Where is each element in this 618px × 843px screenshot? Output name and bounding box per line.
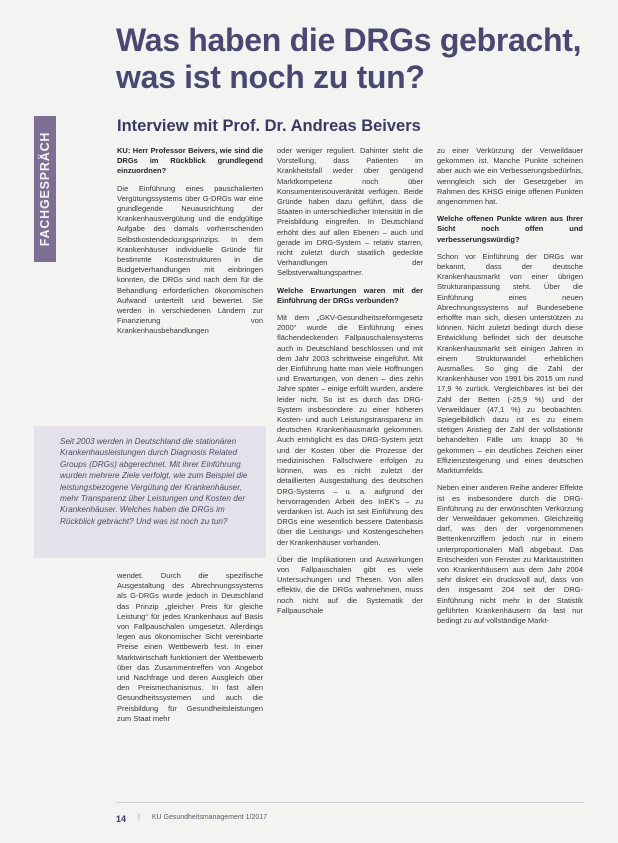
answer-3-continued: Neben einer anderen Reihe anderer Effekte ist es insbesondere durch die DRG-Einführung zu der erwünschten Verkürzung der Verweildauer gekommen. Gleichzeitig darf, was den der vorgenommenen Bettenkennziffern jedoch nur in einem unterproportionalen Maß abgebaut. Das Entscheiden von Fenster zu Marktaustritten von Krankenhäusern aus dem Jahr 2004 sehr diskret ein drucksvoll auf, dass von den insgesamt 204 seit der DRG-Einführung nicht mehr in der Statistik geführten Krankenhäusern da fast nur bedingt zu auf vollständige Markt- [437, 483, 583, 625]
intro-quote: Seit 2003 werden in Deutschland die stationären Krankenhausleistungen durch Diagnosis Related Groups (DRGs) abgerechnet. Mit ihrer Einführung wurden mehrere Ziele verfolgt, wie zum Beispiel die leistungsbezogene Vergütung der Krankenhäuser, mehr Transparenz über Leistungen und Kosten der Krankenhäuser. Welches haben die DRGs im Rückblick gebracht? Und was ist noch zu tun? [60, 437, 248, 526]
answer-2: Mit dem „GKV-Gesundheitsreformgesetz 2000“ wurde die Einführung eines flächendeckenden Fallpauschalensystems auch in Deutschland beschlossen und mit dem Jahr 2003 schrittweise eingeführt. Mit der Einführung hatte man viele Hoffnungen und Erwartungen, von denen – dies zehn Jahre später – einige erfüllt wurden, andere leider nicht. So ist es durch das DRG-System insbesondere zu einer höheren Kosten- und auch Leistungstransparenz im deutschen Krankenhausmarkt gekommen. Auch ermöglicht es das DRG-System jetzt und der Kosten über die Prozesse der medizinischen Fallschwere erfolgen zu können, was es nicht zuletzt der detaillierten Ausgestaltung des deutschen DRG-Systems – u. a. aufgrund der hervorragenden Arbeit des InEK’s – zu verdanken ist. Auch ist seit Einführung des DRGs eine wesentlich bessere Datenbasis über die Leistungs- und Kostengeschehen der Krankenhäuser vorhanden. [277, 313, 423, 547]
journal-name: KU Gesundheitsmanagement 1/2017 [151, 814, 268, 821]
section-label: FACHGESPRÄCH [38, 131, 53, 247]
answer-1: Die Einführung eines pauschalierten Vergütungssystems über G-DRGs war eine grundlegende Neuausrichtung der Krankenhausvergütung und die endgültige Aufgabe des damals vorherrschenden Selbstkostendeckungsprinzips. In dem Krankenhäuser individuelle Gründe für bestimmte Kostenstrukturen in die Budgetverhandlungen mit einbringen konnten, die DRGs sind nach dem für die Behandlung erforderlichen ökonomischen Aufwand unterteilt und bewertet. Sie werden in verschiedenen Ländern zur Finanzierung von Krankenhausbehandlungen [117, 183, 263, 336]
column-3-intro: zu einer Verkürzung der Verweildauer gekommen ist. Manche Punkte scheinen aber auch wie ein Verbesserungsbedürfnis, wenngleich sich der Gesetzgeber im Rahmen des KHSG einige offenen Punkten angenommen hat. [437, 146, 583, 207]
column-1-top [117, 146, 263, 428]
question-1: KU: Herr Professor Beivers, wie sind die DRGs im Rückblick grundlegend einzuordnen? [117, 146, 263, 176]
page-footer [116, 814, 267, 824]
article-subtitle: Interview mit Prof. Dr. Andreas Beivers [117, 117, 421, 135]
page-number: 14 [116, 814, 127, 824]
question-2: Welche Erwartungen waren mit der Einführung der DRGs verbunden? [277, 285, 423, 305]
question-prefix: KU: [117, 146, 131, 155]
footer-separator: | [138, 814, 140, 821]
footer-divider [116, 802, 584, 803]
question-3: Welche offenen Punkte wären aus Ihrer Sicht noch offen und verbesserungswürdig? [437, 214, 583, 244]
column-3 [437, 146, 583, 810]
column-2 [277, 146, 423, 810]
answer-3: Schon vor Einführung der DRGs war bekannt, dass der deutsche Krankenhausmarkt von einer übrigen Strukturanpassung steht. Über die Einführung eines neuen Abrechnungssystems auf Bundesebene erhoffte man sich, diesen unterstützen zu können. Nicht zuletzt bedingt durch diese Entwicklung befindet sich der deutsche Krankenhausmarkt seit einigen Jahren in einem Strukturwandel erheblichen Ausmaßes. So ging die Zahl der Krankenhäuser von 1991 bis 2015 um rund 17,9 % zurück. Vergleichbares ist bei der Zahl der Betten (-25,9 %) und der Verweildauer (47,1 %) zu beobachten. Spiegelbildlich dazu ist es zu einem stetigen Anstieg der Zahl der vollstationär behandelten Fälle um knapp 30 % gekommen – ein deutliches Zeichen einer Effizienzsteigerung und eines deutschen Marktumfelds. [437, 251, 583, 476]
article-title: Was haben die DRGs gebracht, was ist noch zu tun? [116, 22, 582, 95]
answer-2-continued: Über die Implikationen und Auswirkungen von Fallpauschalen gibt es viele Untersuchungen und Thesen. Von allen effektiv, die die DRGs wahrnehmen, muss noch nicht auf die Systematik der Fallpauschale [277, 554, 423, 615]
column-2-intro: oder weniger reguliert. Dahinter steht die Vorstellung, dass Patienten im Krankheitsfall weder über genügend Marktkompetenz noch über Konsumentensouveränität verfügen. Beide Gründe haben dazu geführt, dass die Staaten in unterschiedlicher Intensität in die Preisbildung eingreifen. In Deutschland erhöht dies auf allen Ebenen – auch und gerade im DRG-System – relativ starren, nicht zuletzt durch staatlich gedeckte Verhandlungen der Selbstverwaltungspartner. [277, 146, 423, 278]
answer-1-continued: wendet. Durch die spezifische Ausgestaltung des Abrechnungssystems als G-DRGs wurde jedoch in Deutschland das Prinzip „gleicher Preis für gleiche Leistung“ für jedes Krankenhaus auf Basis von Fallpauschalen umgesetzt. Allerdings legen aus ökonomischer Sicht vereinbarte Preise einen Wettbewerb fest. In einer Marktwirtschaft funktioniert der Wettbewerb über das Zusammentreffen von Angebot und Nachfrage und deren Ausgleich über den Preismechanismus. In fast allen Gesundheitssystemen und auch die Preisbildung für Gesundheitsleistungen zum Staat mehr [117, 571, 263, 723]
column-1-bottom [117, 571, 263, 807]
